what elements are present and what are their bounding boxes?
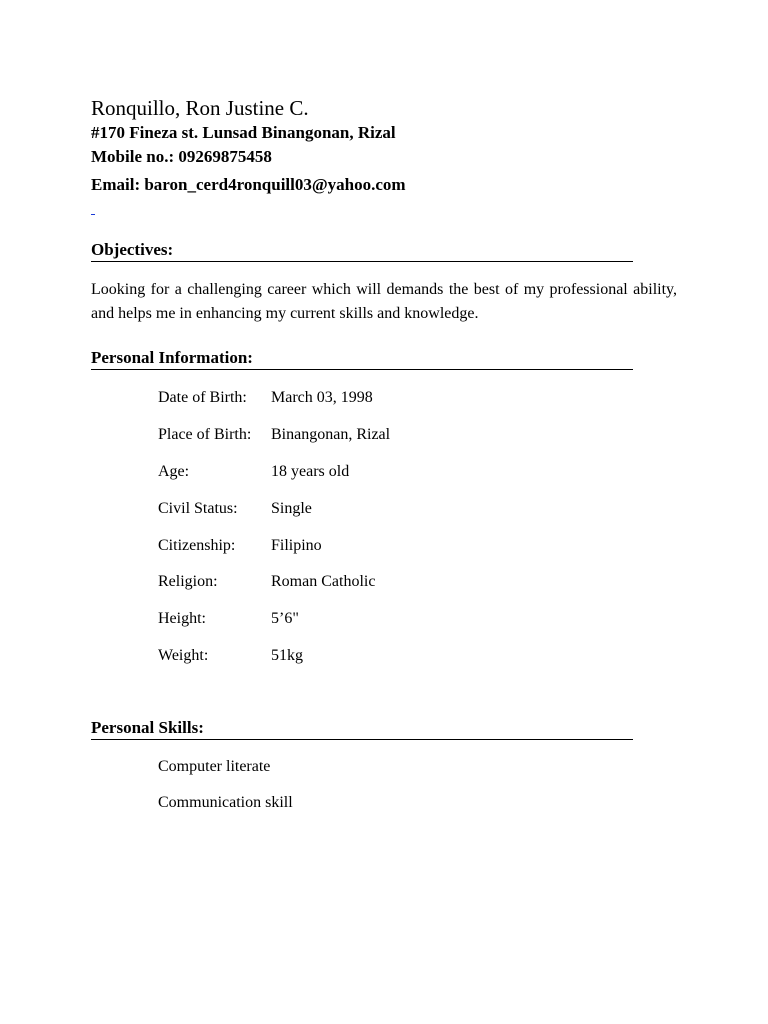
info-value: 51kg — [271, 647, 303, 664]
info-label: Place of Birth: — [158, 426, 252, 443]
personal-skills-heading: Personal Skills: — [91, 718, 633, 740]
info-value: 5’6" — [271, 610, 299, 627]
info-value: Single — [271, 500, 312, 517]
info-label: Height: — [158, 610, 206, 627]
personal-information-heading: Personal Information: — [91, 348, 633, 370]
mobile-line: Mobile no.: 09269875458 — [91, 147, 272, 166]
email-line: Email: baron_cerd4ronquill03@yahoo.com — [91, 175, 406, 194]
info-value: Filipino — [271, 537, 322, 554]
objectives-text: Looking for a challenging career which will demands the best of my professional ability, and helps me in enhancing my current skills and knowledge. — [91, 281, 677, 322]
skill-item: Communication skill — [158, 794, 293, 811]
info-value: March 03, 1998 — [271, 389, 373, 406]
info-label: Religion: — [158, 573, 218, 590]
objectives-heading: Objectives: — [91, 240, 633, 262]
info-label: Civil Status: — [158, 500, 238, 517]
info-label: Citizenship: — [158, 537, 236, 554]
skill-item: Computer literate — [158, 758, 271, 775]
info-label: Weight: — [158, 647, 209, 664]
address-line: #170 Fineza st. Lunsad Binangonan, Rizal — [91, 123, 396, 142]
info-label: Age: — [158, 463, 190, 480]
applicant-name: Ronquillo, Ron Justine C. — [91, 96, 309, 120]
info-value: 18 years old — [271, 463, 350, 480]
info-value: Roman Catholic — [271, 573, 376, 590]
info-value: Binangonan, Rizal — [271, 426, 391, 443]
info-label: Date of Birth: — [158, 389, 247, 406]
hyperlink-mark — [91, 214, 95, 215]
